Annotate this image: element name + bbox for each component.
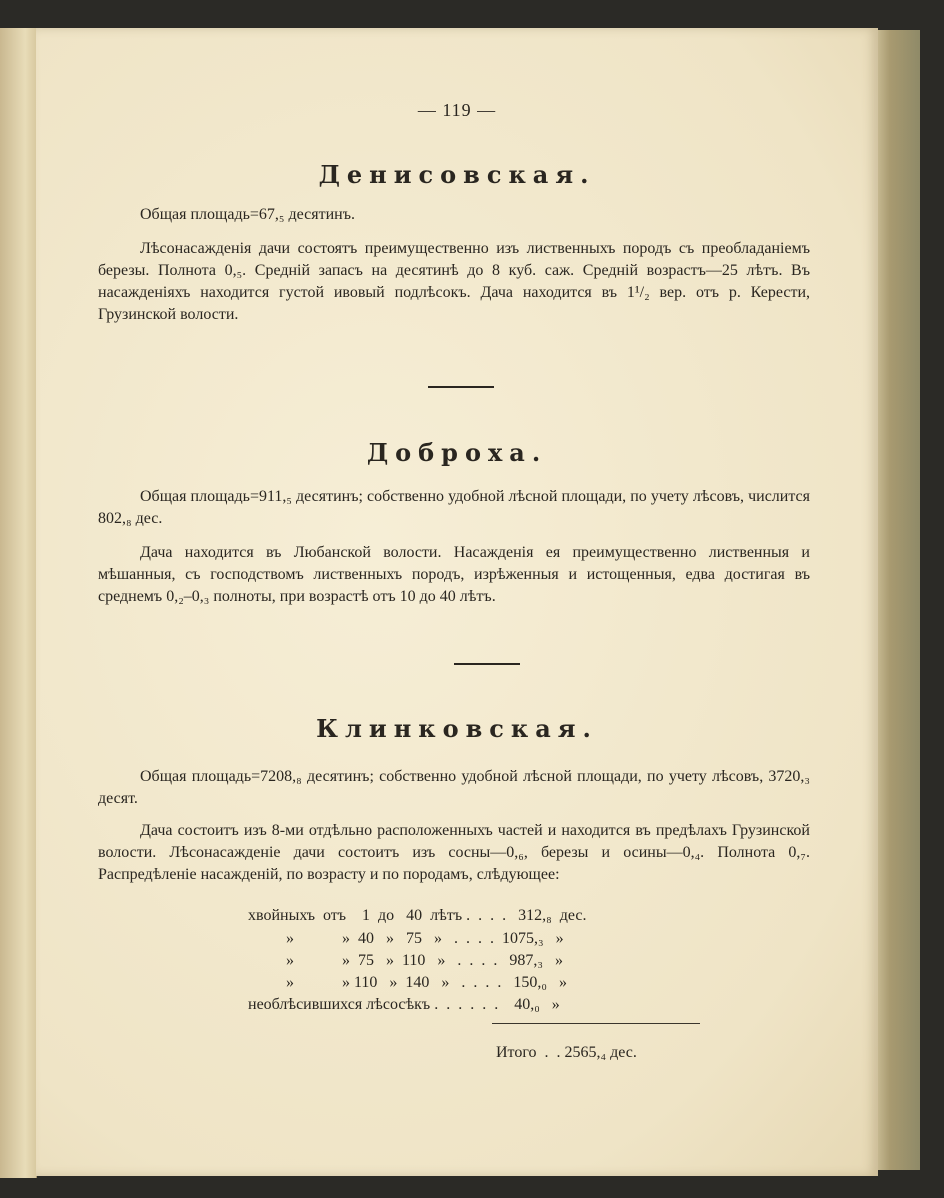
table-row: необлѣсившихся лѣсосѣкъ . . . . . . 40,₀ » bbox=[248, 996, 560, 1013]
paragraph-area-klinkovskaya: Общая площадь=7208,₈ десятинъ; собственно удобной лѣсной площади, по учету лѣсовъ, 3720,₃ десят. bbox=[98, 768, 810, 807]
book-page bbox=[36, 28, 878, 1176]
section-divider bbox=[428, 386, 494, 388]
table-row: хвойныхъ отъ 1 до 40 лѣтъ . . . . 312,₈ дес. bbox=[248, 907, 587, 924]
paragraph-area-denisovskaya: Общая площадь=67,₅ десятинъ. bbox=[140, 206, 355, 223]
paragraph-area-dobrokha: Общая площадь=911,₅ десятинъ; собственно удобной лѣсной площади, по учету лѣсовъ, числится 802,₈ дес. bbox=[98, 488, 810, 527]
table-total: Итого . . 2565,₄ дес. bbox=[496, 1044, 637, 1061]
paragraph-description-dobrokha: Дача находится въ Любанской волости. Насажденія ея преимущественно лиственныя и мѣшанныя, съ господствомъ лиственныхъ породъ, изрѣженныя и истощенныя, едва достигая въ среднемъ 0,₂–0,₃ полноты, при возрастѣ отъ 10 до 40 лѣтъ. bbox=[98, 544, 810, 605]
page-number: — 119 — bbox=[417, 100, 497, 120]
paragraph-description-klinkovskaya: Дача состоитъ изъ 8-ми отдѣльно расположенныхъ частей и находится въ предѣлахъ Грузинской волости. Лѣсонасажденіе дачи состоитъ изъ сосны—0,₆, березы и осины—0,₄. Полнота 0,₇. Распредѣленіе насажденій, по возрасту и по породамъ, слѣдующее: bbox=[98, 822, 810, 883]
section-heading-klinkovskaya: Клинковская. bbox=[316, 714, 598, 743]
book-spine bbox=[0, 28, 37, 1178]
paragraph-description-denisovskaya: Лѣсонасажденія дачи состоятъ преимущественно изъ лиственныхъ породъ съ преобладаніемъ березы. Полнота 0,₅. Средній запасъ на десятинѣ до 8 куб. саж. Средній возрастъ—25 лѣтъ. Въ насажденіяхъ находится густой ивовый подлѣсокъ. Дача находится въ 1¹/₂ вер. отъ р. Керести, Грузинской волости. bbox=[98, 240, 810, 323]
table-row: » » 40 » 75 » . . . . 1075,₃ » bbox=[286, 930, 564, 947]
table-row: » » 75 » 110 » . . . . 987,₃ » bbox=[286, 952, 563, 969]
section-heading-denisovskaya: Денисовская. bbox=[318, 160, 596, 189]
table-row: » » 110 » 140 » . . . . 150,₀ » bbox=[286, 974, 567, 991]
sum-rule bbox=[492, 1023, 700, 1024]
section-heading-dobrokha: Доброха. bbox=[366, 438, 548, 467]
section-divider bbox=[454, 663, 520, 665]
